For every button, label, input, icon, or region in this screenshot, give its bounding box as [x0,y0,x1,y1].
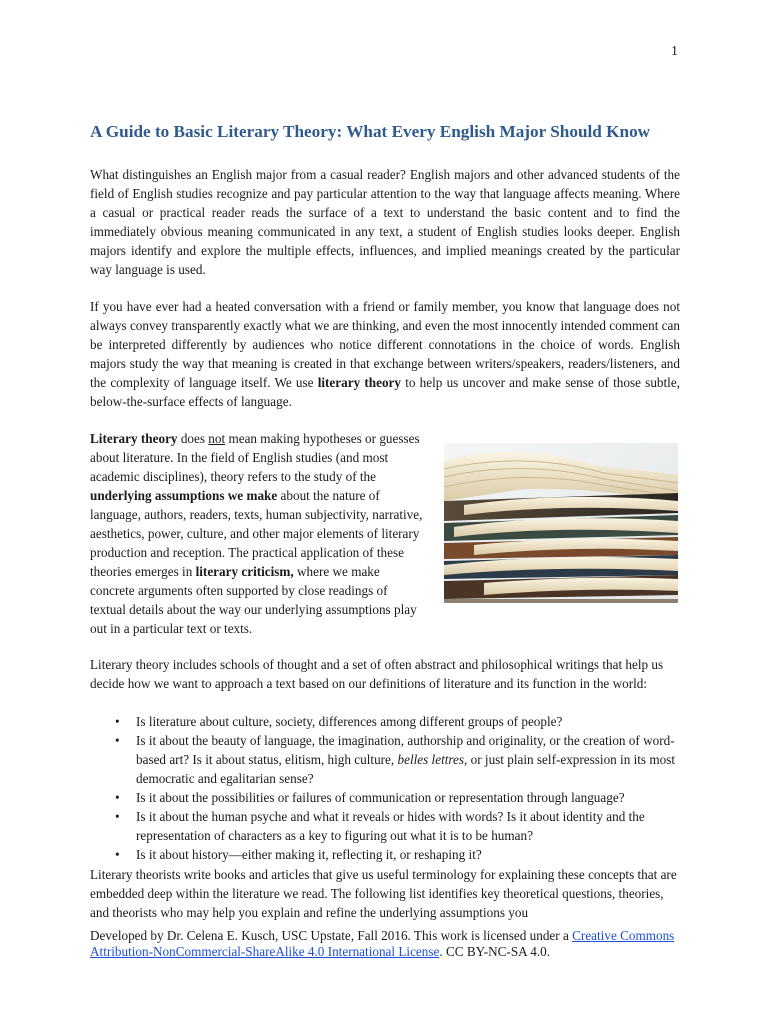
paragraph3-text-2: mean making hypotheses or guesses about literature. In the field of English studies (and most academic disciplines), theory refers to the study of the [90,431,420,484]
list-item: • Is it about the human psyche and what it reveals or hides with words? Is it about identity and the representation of characters as a key to figuring out what it is to be human? [90,807,680,845]
literary-theory-term: literary theory [317,375,401,390]
intro-paragraph: What distinguishes an English major from a casual reader? English majors and other advanced students of the field of English studies recognize and pay particular attention to the way that language affects meaning. Where a casual or practical reader reads the surface of a text to understand the basic content and to find the immediately obvious meaning communicated in any text, a student of English studies looks deeper. English majors identify and explore the multiple effects, influences, and implied meanings created by the particular way language is used. [90,167,680,277]
underlying-assumptions-term: underlying assumptions we make [90,488,278,503]
bullet2-text-after: , or just plain self-expression in its most democratic and egalitarian sense? [136,752,676,786]
not-underlined-word: not [208,431,226,446]
literary-theory-definition-paragraph [90,429,426,638]
theory-questions-list [90,712,680,864]
literary-criticism-term: literary criticism, [195,564,294,579]
list-item [90,731,680,788]
list-item: • Is it about the possibilities or failures of communication or representation through language? [90,788,680,807]
paragraph2-text-after: to help us uncover and make sense of those subtle, below-the-surface effects of language. [90,375,680,409]
document-title: A Guide to Basic Literary Theory: What Every English Major Should Know [90,122,651,141]
page-number: 1 [671,44,678,59]
paragraph3-text-3: about the nature of language, authors, readers, texts, human subjectivity, narrative, aesthetics, power, culture, and other major elements of literary production and reception. The practical application of these theories emerges in [90,488,423,579]
bullet2-text-before: Is it about the beauty of language, the imagination, authorship and originality, or the creation of word-based art? Is it about status, elitism, high culture, [136,733,675,767]
stack-of-books-image [444,443,678,603]
footer-text-before: Developed by Dr. Celena E. Kusch, USC Upstate, Fall 2016. This work is licensed under a [90,928,573,943]
theorists-paragraph: Literary theorists write books and articles that give us useful terminology for explaining these concepts that are embedded deep within the literature we read. The following list identifies key theoretical questions, theories, and theorists who may help you explain and refine the underlying assumptions you [90,867,677,920]
paragraph3-text-1: does [177,431,209,446]
creative-commons-license-link[interactable]: Creative Commons Attribution-NonCommercial-ShareAlike 4.0 International License [90,928,675,959]
list-item: • Is literature about culture, society, differences among different groups of people? [90,712,680,731]
license-footer [90,928,680,960]
list-item: • Is it about history—either making it, reflecting it, or reshaping it? [90,845,680,864]
paragraph2-text-before: If you have ever had a heated conversation with a friend or family member, you know that language does not always convey transparently exactly what we are thinking, and even the most innocently intended comment can be interpreted differently by audiences who notice different connotations in the choice of words. English majors study the way that meaning is created in that exchange between writers/speakers, readers/listeners, and the complexity of language itself. We use [90,299,680,390]
language-paragraph [90,297,680,411]
belles-lettres-term: belles lettres [397,752,465,767]
paragraph3-text-4: where we make concrete arguments often supported by close readings of textual details about the way our underlying assumptions play out in a particular text or texts. [90,564,417,636]
schools-of-thought-paragraph: Literary theory includes schools of thought and a set of often abstract and philosophical writings that help us decide how we want to approach a text based on our definitions of literature and its function in the world: [90,657,664,691]
footer-text-after: . CC BY-NC-SA 4.0. [439,944,551,959]
literary-theory-bold-term: Literary theory [90,431,178,446]
